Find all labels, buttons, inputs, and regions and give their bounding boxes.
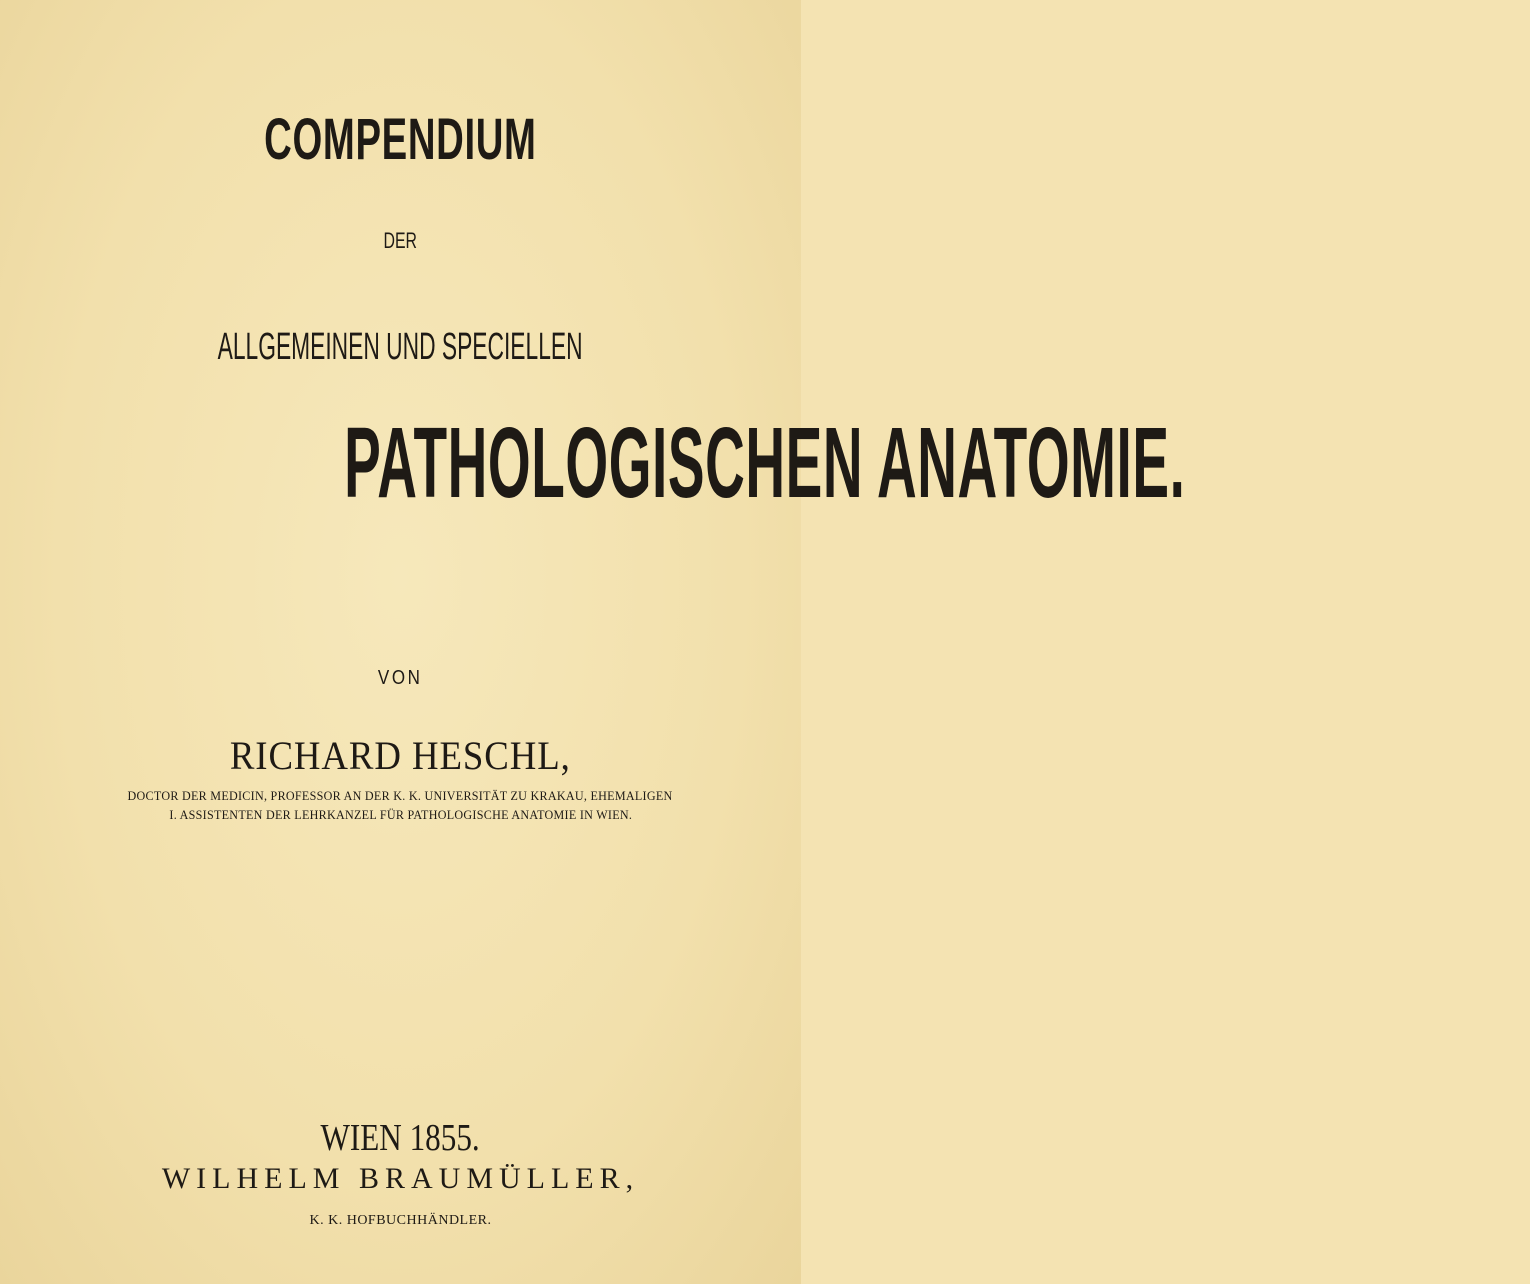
title-line-4: PATHOLOGISCHEN ANATOMIE.	[344, 407, 1186, 519]
author-line	[0, 732, 801, 779]
publisher-name: WILHELM BRAUMÜLLER,	[161, 1162, 640, 1195]
imprint-publisher-title	[0, 1211, 801, 1229]
credentials-line-2	[0, 806, 801, 824]
by-label: VON	[378, 667, 423, 689]
title-allgemeinen	[0, 326, 801, 369]
publisher-title: K. K. HOFBUCHHÄNDLER.	[309, 1213, 492, 1228]
title-der	[0, 228, 801, 254]
place-year: WIEN 1855.	[320, 1117, 481, 1159]
imprint-place-year	[0, 1116, 801, 1160]
author-name: RICHARD HESCHL,	[230, 733, 571, 778]
title-line-2: DER	[383, 228, 418, 253]
by-line	[0, 667, 801, 690]
title-line-1: COMPENDIUM	[264, 107, 537, 172]
title-compendium	[0, 106, 801, 173]
imprint-publisher	[0, 1162, 801, 1196]
credentials-text-1: DOCTOR DER MEDICIN, PROFESSOR AN DER K. K. UNIVERSITÄT ZU KRAKAU, EHEMALIGEN	[127, 788, 674, 803]
credentials-line-1	[0, 787, 801, 805]
title-pathologischen	[0, 406, 1186, 521]
title-line-3: ALLGEMEINEN UND SPECIELLEN	[218, 326, 583, 368]
credentials-text-2: I. ASSISTENTEN DER LEHRKANZEL FÜR PATHOLOGISCHE ANATOMIE IN WIEN.	[169, 807, 632, 822]
